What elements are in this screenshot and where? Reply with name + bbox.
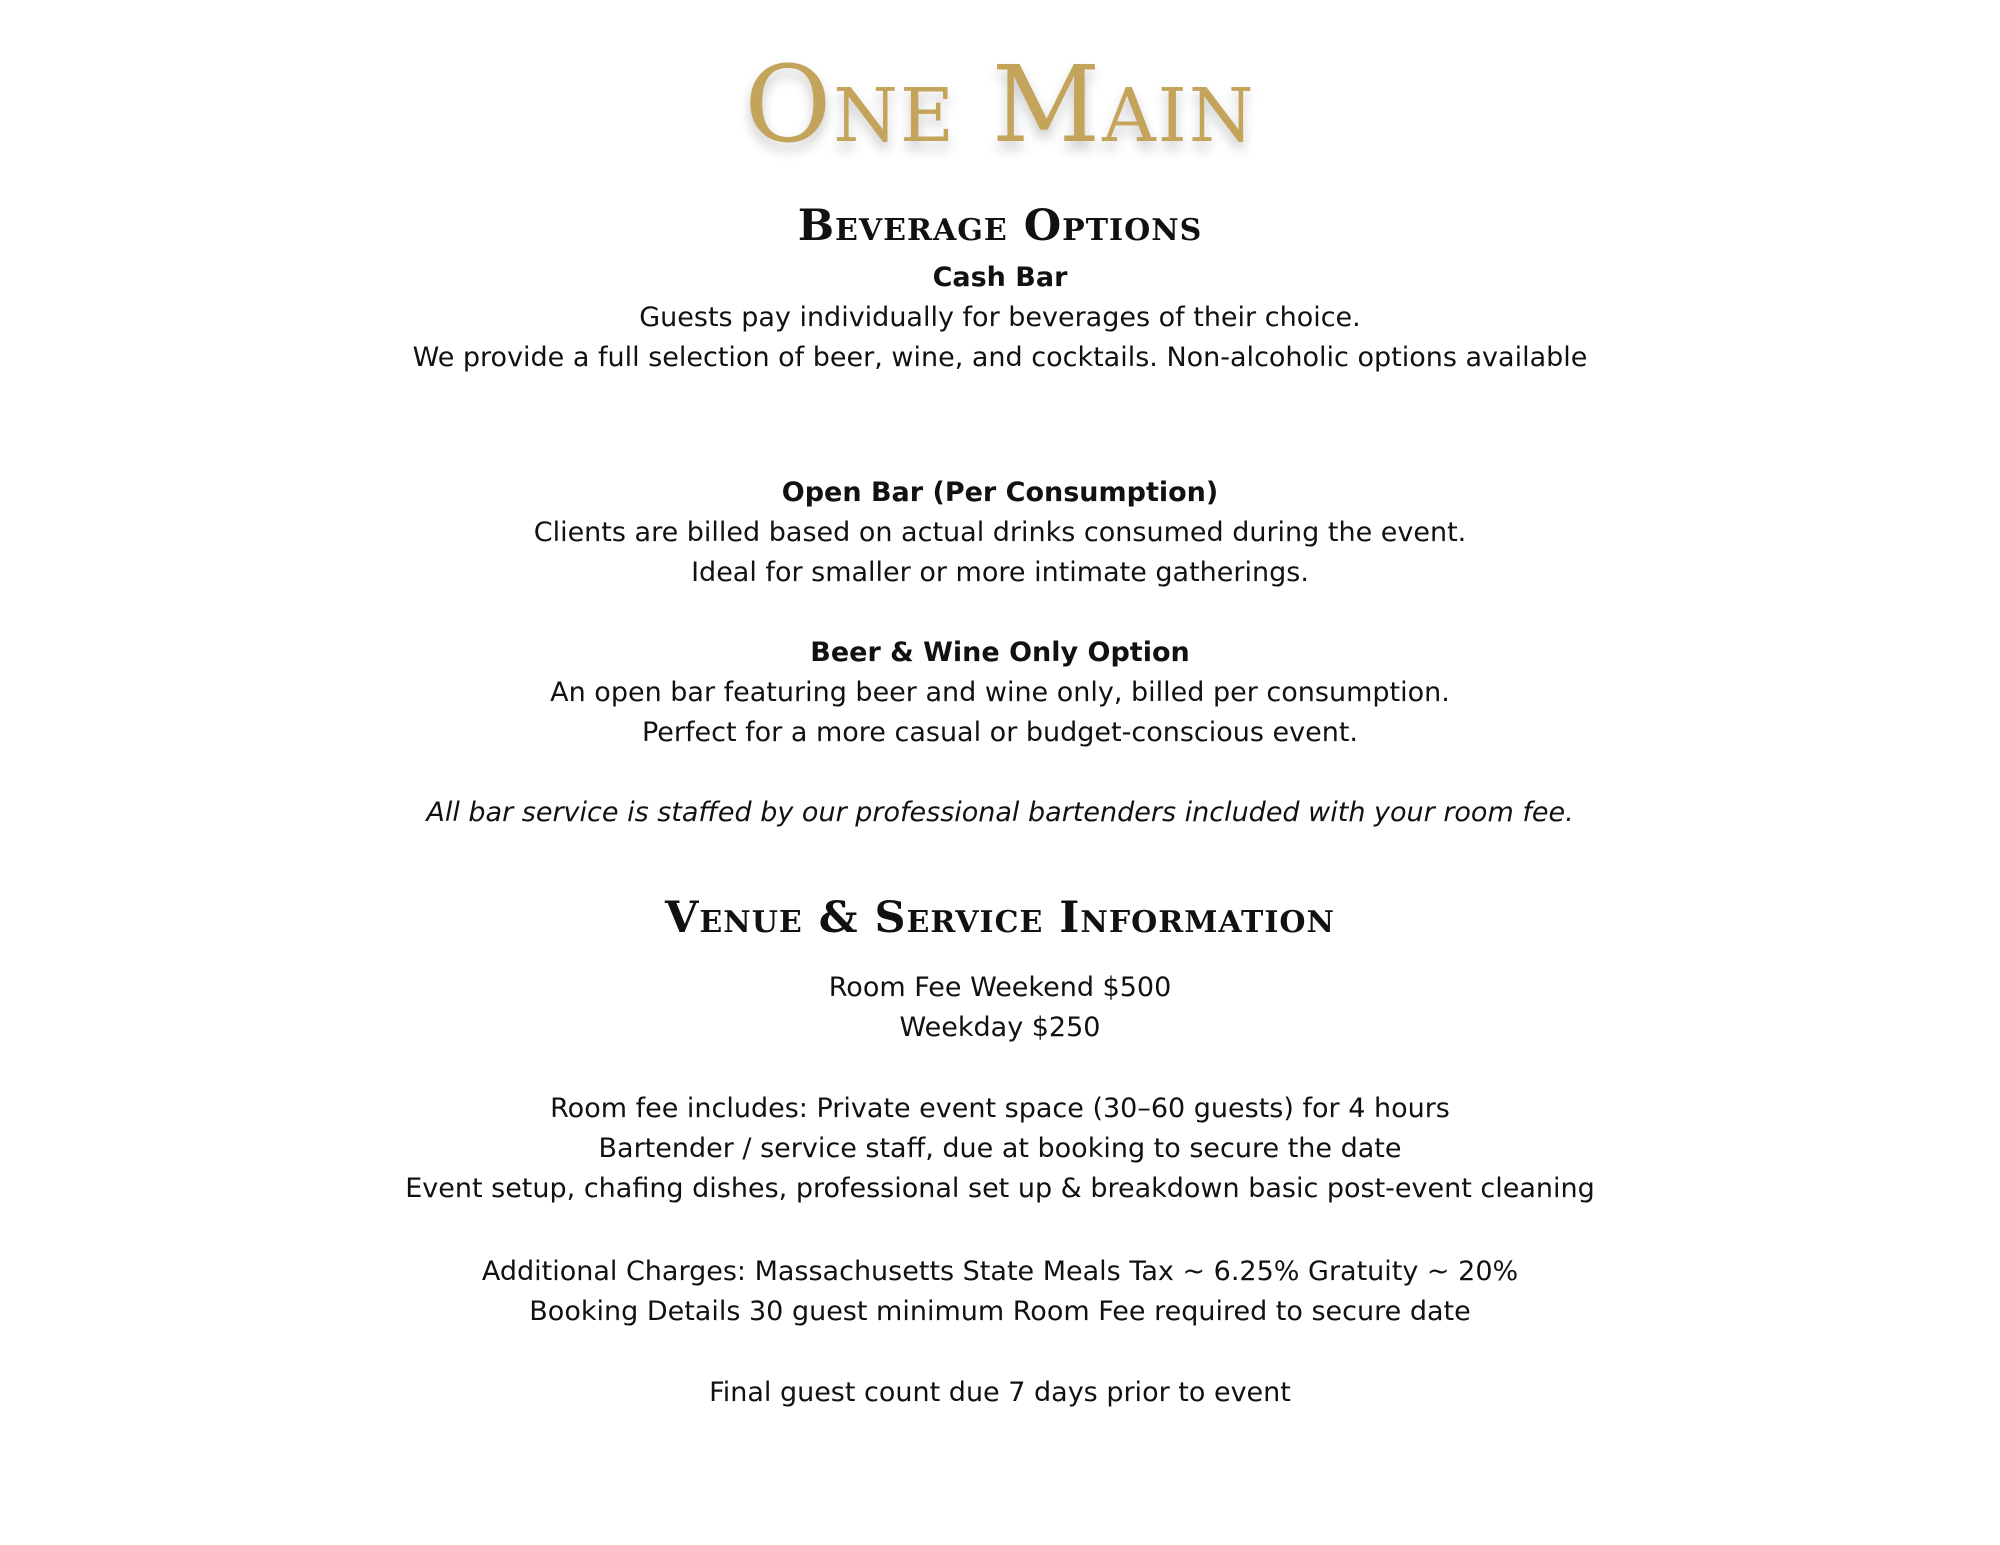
section-title-beverage-options: Beverage Options: [797, 201, 1203, 251]
bar-service-note: All bar service is staffed by our professional bartenders included with your room fee.: [426, 797, 1574, 828]
room-fee-weekday: Weekday $250: [899, 1012, 1101, 1043]
brand-title: One Main: [744, 43, 1256, 166]
open-bar-heading: Open Bar (Per Consumption): [781, 477, 1219, 508]
beer-wine-heading: Beer & Wine Only Option: [810, 637, 1190, 668]
cash-bar-description: We provide a full selection of beer, wine, and cocktails. Non-alcoholic options available: [412, 342, 1588, 373]
room-fee-weekend: Room Fee Weekend $500: [828, 972, 1172, 1003]
cash-bar-heading: Cash Bar: [932, 262, 1068, 293]
open-bar-description: Clients are billed based on actual drinks consumed during the event.: [533, 517, 1467, 548]
additional-charges: Additional Charges: Massachusetts State Meals Tax ~ 6.25% Gratuity ~ 20%: [481, 1256, 1519, 1287]
booking-details: Booking Details 30 guest minimum Room Fee required to secure date: [529, 1296, 1471, 1327]
room-fee-includes: Bartender / service staff, due at booking to secure the date: [598, 1133, 1402, 1164]
final-guest-count: Final guest count due 7 days prior to event: [709, 1377, 1291, 1408]
open-bar-description: Ideal for smaller or more intimate gatherings.: [691, 557, 1309, 588]
room-fee-includes: Room fee includes: Private event space (30–60 guests) for 4 hours: [550, 1093, 1450, 1124]
section-title-venue-service: Venue & Service Information: [665, 893, 1335, 943]
room-fee-includes: Event setup, chafing dishes, professional set up & breakdown basic post-event cleaning: [405, 1173, 1595, 1204]
beer-wine-description: An open bar featuring beer and wine only, billed per consumption.: [550, 677, 1450, 708]
cash-bar-description: Guests pay individually for beverages of their choice.: [639, 302, 1361, 333]
beer-wine-description: Perfect for a more casual or budget-conscious event.: [641, 717, 1359, 748]
